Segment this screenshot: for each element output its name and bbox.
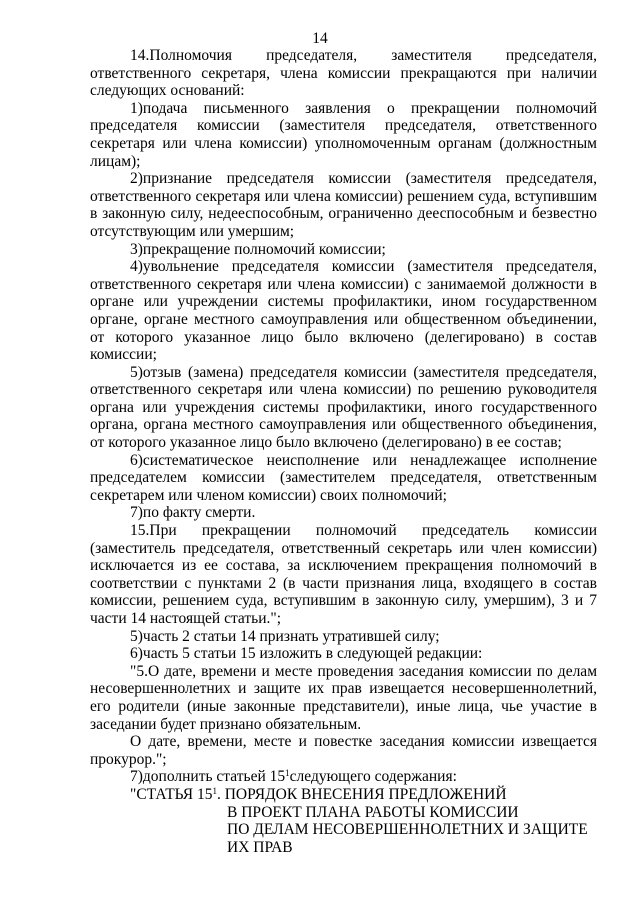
list-item-2: 2)признание председателя комиссии (заместителя председателя, ответственного секретаря или члена комиссии) решением суда, вступившим в законную силу, недееспособным, ограниченно дееспособным и безвестно отсутствующим или умершим;: [90, 170, 597, 240]
article-heading-line-3: ПО ДЕЛАМ НЕСОВЕРШЕННОЛЕТНИХ И ЗАЩИТЕ: [227, 821, 588, 839]
paragraph-15: 15.При прекращении полномочий председатель комиссии (заместитель председателя, ответственный секретарь или член комиссии) исключается из ее состава, за исключением прекращения полномочий в соответствии с пунктами 2 (в части признания лица, входящего в состав комиссии, решением суда, вступившим в законную силу, умершим), 3 и 7 части 14 настоящей статьи.";: [90, 522, 597, 627]
article-heading-superscript: 1: [212, 785, 217, 796]
amendment-6: 6)часть 5 статьи 15 изложить в следующей редакции:: [130, 645, 483, 663]
page-number: 14: [312, 30, 328, 47]
list-item-7: 7)по факту смерти.: [130, 504, 256, 522]
article-heading-line-1: [90, 786, 597, 804]
paragraph-14: 14.Полномочия председателя, заместителя председателя, ответственного секретаря, члена комиссии прекращаются при наличии следующих оснований:: [90, 47, 597, 100]
amendment-7-suffix: следующего содержания:: [289, 768, 457, 786]
article-heading: [90, 786, 597, 856]
article-heading-line-4: ИХ ПРАВ: [227, 838, 293, 856]
amendment-7-prefix: 7)дополнить статьей 15: [130, 768, 286, 786]
article-heading-prefix: "СТАТЬЯ 15: [130, 785, 213, 803]
article-heading-line-2: В ПРОЕКТ ПЛАНА РАБОТЫ КОМИССИИ: [227, 803, 519, 821]
list-item-6: 6)систематическое неисполнение или ненадлежащее исполнение председателем комиссии (заместителем председателя, ответственным секретарем или членом комиссии) своих полномочий;: [90, 451, 597, 504]
amendment-5: 5)часть 2 статьи 14 признать утратившей силу;: [130, 627, 440, 645]
list-item-3: 3)прекращение полномочий комиссии;: [130, 240, 386, 258]
quoted-prosecutor-notice: О дате, времени, месте и повестке заседания комиссии извещается прокурор.";: [90, 733, 597, 768]
amendment-7-superscript: 1: [285, 768, 290, 779]
list-item-4: 4)увольнение председателя комиссии (заместителя председателя, ответственного секретаря или члена комиссии) с занимаемой должности в органе или учреждении системы профилактики, ином государственном органе, органе местного самоуправления или общественном объединении, от которого указанное лицо было включено (делегировано) в состав комиссии;: [90, 258, 597, 364]
quoted-part-5: "5.О дате, времени и месте проведения заседания комиссии по делам несовершеннолетних и защите их прав извещается несовершеннолетний, его родители (иные законные представители), иные лица, чье участие в заседании будет признано обязательным.: [90, 662, 597, 733]
article-heading-title-first-line: . ПОРЯДОК ВНЕСЕНИЯ ПРЕДЛОЖЕНИЙ: [216, 785, 507, 803]
document-body: [90, 47, 597, 856]
list-item-5: 5)отзыв (замена) председателя комиссии (заместителя председателя, ответственного секретаря или члена комиссии) по решению руководителя органа или учреждения системы профилактики, иного государственного органа, органа местного самоуправления или общественного объединения, от которого указанное лицо было включено (делегировано) в ее состав;: [90, 363, 597, 452]
amendment-7: [90, 768, 597, 786]
list-item-1: 1)подача письменного заявления о прекращении полномочий председателя комиссии (заместителя председателя, ответственного секретаря или члена комиссии) уполномоченным органам (должностным лицам);: [90, 99, 597, 170]
